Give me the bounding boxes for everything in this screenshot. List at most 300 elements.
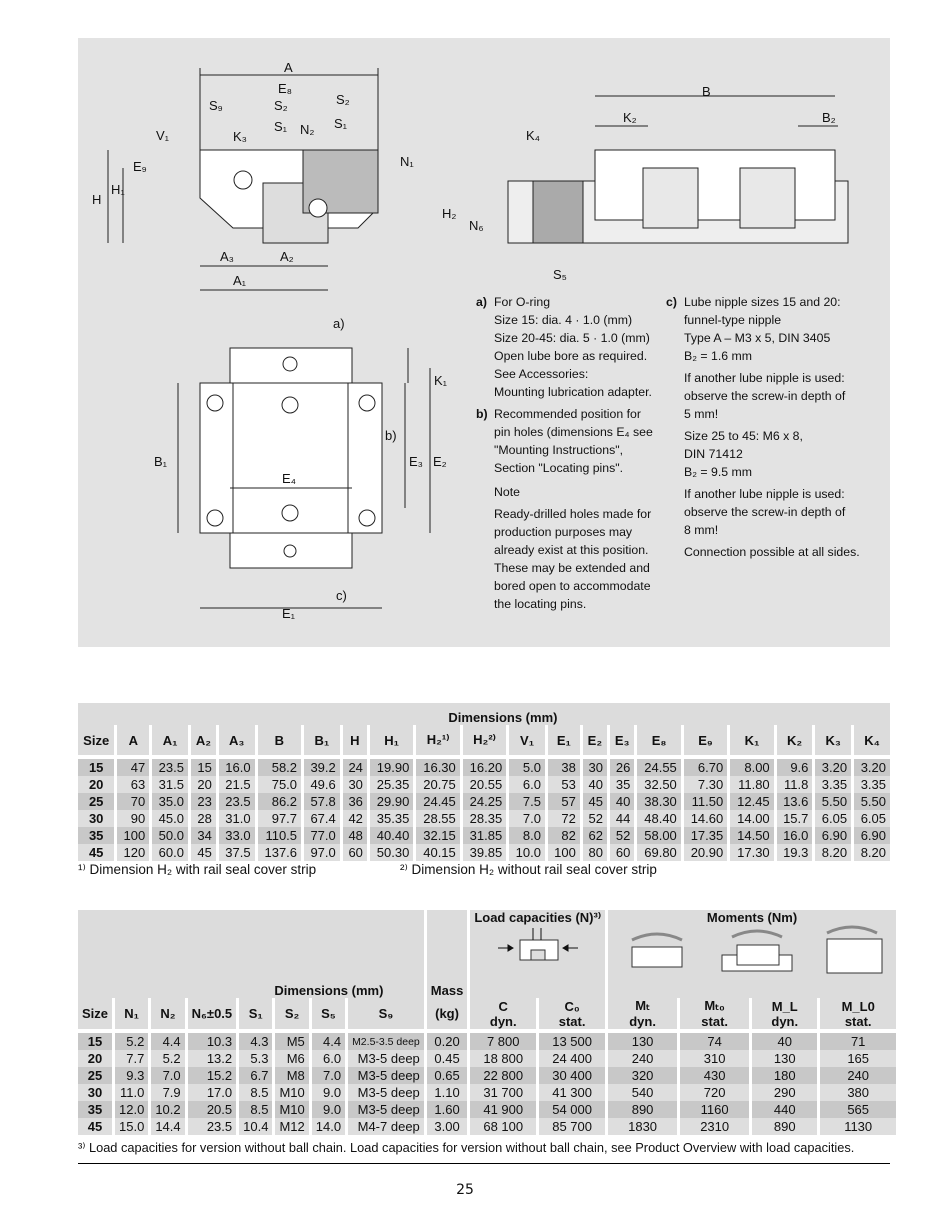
note-line: the locating pins. — [494, 597, 587, 611]
footnote-3: ³⁾ Load capacities for version without ball chain. Load capacities for version without ball chain, see Product Overview with load capacities. — [78, 1140, 855, 1155]
table-cell: 6.05 — [853, 810, 890, 827]
table-cell: 68 100 — [469, 1118, 538, 1135]
table-cell: 10.4 — [238, 1118, 274, 1135]
note-line: If another lube nipple is used: — [684, 487, 845, 501]
table-cell: 36 — [341, 793, 368, 810]
table-cell: 41 900 — [469, 1101, 538, 1118]
table-cell: 440 — [751, 1101, 819, 1118]
table-cell: 10.3 — [186, 1031, 238, 1050]
table-cell: 14.4 — [150, 1118, 186, 1135]
column-header — [679, 998, 751, 1031]
table-cell: 40.40 — [368, 827, 414, 844]
note-title: Note — [494, 485, 520, 499]
dim-label: A — [284, 60, 293, 75]
table-row — [78, 844, 890, 861]
table-cell: 77.0 — [303, 827, 342, 844]
table-cell: 7 800 — [469, 1031, 538, 1050]
table-cell: 0.20 — [425, 1031, 469, 1050]
dim-label: E₃ — [409, 454, 423, 469]
table-cell: 35.35 — [368, 810, 414, 827]
table-cell: 18 800 — [469, 1050, 538, 1067]
table-cell: 40.15 — [415, 844, 461, 861]
table-cell: 97.0 — [303, 844, 342, 861]
dim-label: S₂ — [336, 92, 350, 107]
table-cell: 16.0 — [217, 757, 256, 776]
note-line: For O-ring — [494, 295, 551, 309]
dim-label: E₁ — [282, 606, 296, 621]
dim-label: E₉ — [133, 159, 147, 174]
table-row — [78, 1101, 896, 1118]
table-cell: 310 — [679, 1050, 751, 1067]
table-cell: 30 — [581, 757, 608, 776]
table-cell: 8.20 — [814, 844, 853, 861]
table-cell: 320 — [607, 1067, 679, 1084]
column-header: S₁ — [238, 998, 274, 1031]
column-header: E₂ — [581, 725, 608, 757]
group-header-row — [78, 703, 890, 725]
dim-label: B₂ — [822, 110, 836, 125]
table-cell: 62 — [581, 827, 608, 844]
footnote-2: ²⁾ Dimension H₂ without rail seal cover strip — [400, 862, 657, 877]
table-cell: 4.4 — [150, 1031, 186, 1050]
dim-label: H — [92, 192, 102, 207]
column-header — [607, 998, 679, 1031]
header-row — [78, 725, 890, 757]
table-cell: 6.90 — [814, 827, 853, 844]
note-b — [476, 405, 661, 613]
note-line: Size 25 to 45: M6 x 8, — [684, 429, 803, 443]
table-cell: 5.3 — [238, 1050, 274, 1067]
page-number: 25 — [456, 1182, 474, 1198]
table-row — [78, 1031, 896, 1050]
load-title-text: Load capacities (N)³⁾ — [474, 910, 602, 925]
table-cell: 9.6 — [775, 757, 814, 776]
dim-label: B₁ — [154, 454, 168, 469]
note-line: Connection possible at all sides. — [684, 545, 860, 559]
table-cell: 22 800 — [469, 1067, 538, 1084]
note-line: Size 20-45: dia. 5 · 1.0 (mm) — [494, 331, 650, 345]
note-line: 5 mm! — [684, 407, 719, 421]
footnote-1: ¹⁾ Dimension H₂ with rail seal cover strip — [78, 862, 317, 877]
table-cell: 17.30 — [729, 844, 775, 861]
note-line: Ready-drilled holes made for — [494, 507, 652, 521]
size-cell: 25 — [78, 1067, 114, 1084]
table-cell: 6.05 — [814, 810, 853, 827]
table-cell: 23 — [189, 793, 217, 810]
note-line: Section "Locating pins". — [494, 461, 624, 475]
column-type: dyn. — [489, 1013, 517, 1029]
table-row — [78, 1118, 896, 1135]
dim-label: V₁ — [156, 128, 170, 143]
table-cell: 890 — [751, 1118, 819, 1135]
dim-label: S₁ — [274, 119, 288, 134]
table-cell: 34 — [189, 827, 217, 844]
callout-b: b) — [385, 428, 397, 443]
table-cell: 14.50 — [729, 827, 775, 844]
table-cell: 15.2 — [186, 1067, 238, 1084]
note-key: c) — [666, 295, 677, 309]
divider — [78, 1163, 890, 1164]
column-header: E₁ — [546, 725, 581, 757]
table-cell: 57 — [546, 793, 581, 810]
column-header: S₉ — [347, 998, 426, 1031]
table-cell: 7.9 — [150, 1084, 186, 1101]
table-cell: 20.75 — [415, 776, 461, 793]
dims-group-title: Dimensions (mm) — [78, 910, 425, 998]
note-line: Open lube bore as required. — [494, 349, 648, 363]
table-cell: 58.2 — [256, 757, 302, 776]
moments-title-text: Moments (Nm) — [706, 910, 798, 925]
side-view-drawing — [508, 96, 848, 243]
table-cell: 20.90 — [682, 844, 728, 861]
table-row — [78, 1084, 896, 1101]
column-header — [538, 998, 607, 1031]
note-line: production purposes may — [494, 525, 633, 539]
note-line: already exist at this position. — [494, 543, 649, 557]
table-cell: 20.55 — [461, 776, 507, 793]
table-cell: 86.2 — [256, 793, 302, 810]
table-cell: 31.5 — [151, 776, 190, 793]
table-cell: 54 000 — [538, 1101, 607, 1118]
column-header: H₂²⁾ — [461, 725, 507, 757]
column-header: H₁ — [368, 725, 414, 757]
size-cell: 35 — [78, 1101, 114, 1118]
table-cell: 12.45 — [729, 793, 775, 810]
table-cell: 13.6 — [775, 793, 814, 810]
table-cell: 45.0 — [151, 810, 190, 827]
table-cell: 85 700 — [538, 1118, 607, 1135]
table-cell: 26 — [608, 757, 635, 776]
table-cell: 74 — [679, 1031, 751, 1050]
column-header: K₄ — [853, 725, 890, 757]
table-cell: 6.0 — [310, 1050, 346, 1067]
table-cell: 100 — [546, 844, 581, 861]
size-cell: 45 — [78, 844, 116, 861]
table-cell: 5.0 — [508, 757, 547, 776]
table-cell: 70 — [116, 793, 151, 810]
table-cell: 19.90 — [368, 757, 414, 776]
column-header — [469, 998, 538, 1031]
group-spacer — [78, 703, 116, 725]
dim-label: N₆ — [469, 218, 484, 233]
column-type: stat. — [844, 1013, 872, 1029]
table-cell: 10.2 — [150, 1101, 186, 1118]
table-cell: 57.8 — [303, 793, 342, 810]
table-cell: 7.0 — [508, 810, 547, 827]
dim-label: E₂ — [433, 454, 447, 469]
size-cell: 25 — [78, 793, 116, 810]
table-cell: 15 — [189, 757, 217, 776]
dim-label: A₃ — [220, 249, 234, 264]
table-cell: 32.15 — [415, 827, 461, 844]
column-header: H — [341, 725, 368, 757]
table-cell: 137.6 — [256, 844, 302, 861]
column-header: S₂ — [274, 998, 310, 1031]
table-cell: 8.0 — [508, 827, 547, 844]
table-cell: 72 — [546, 810, 581, 827]
table-cell: 3.20 — [853, 757, 890, 776]
table-cell: 17.0 — [186, 1084, 238, 1101]
note-line: See Accessories: — [494, 367, 589, 381]
table-cell: 240 — [819, 1067, 896, 1084]
column-type: dyn. — [629, 1014, 656, 1029]
table-cell: 6.90 — [853, 827, 890, 844]
table-cell: 1160 — [679, 1101, 751, 1118]
table-cell: 8.00 — [729, 757, 775, 776]
table-cell: 69.80 — [636, 844, 682, 861]
dim-label: K₂ — [623, 110, 637, 125]
note-line: observe the screw-in depth of — [684, 389, 846, 403]
table-cell: 290 — [751, 1084, 819, 1101]
column-symbol: C₀ — [564, 998, 580, 1014]
table-cell: M4-7 deep — [347, 1118, 426, 1135]
table-cell: 4.3 — [238, 1031, 274, 1050]
table-cell: 180 — [751, 1067, 819, 1084]
size-cell: 15 — [78, 757, 116, 776]
table-cell: 23.5 — [186, 1118, 238, 1135]
table-cell: 130 — [607, 1031, 679, 1050]
note-line: If another lube nipple is used: — [684, 371, 845, 385]
column-header: K₁ — [729, 725, 775, 757]
table-row — [78, 776, 890, 793]
table-cell: 565 — [819, 1101, 896, 1118]
table-cell: 1.60 — [425, 1101, 469, 1118]
table-cell: 13 500 — [538, 1031, 607, 1050]
dim-label: E₈ — [278, 81, 293, 96]
table-cell: 37.5 — [217, 844, 256, 861]
table-cell: 9.0 — [310, 1101, 346, 1118]
table-cell: 23.5 — [151, 757, 190, 776]
table-cell: 28.55 — [415, 810, 461, 827]
table-row — [78, 793, 890, 810]
table-cell: 1130 — [819, 1118, 896, 1135]
table-cell: 5.2 — [114, 1031, 150, 1050]
table-cell: 540 — [607, 1084, 679, 1101]
dim-label: A₁ — [233, 273, 247, 288]
dim-label: B — [702, 84, 711, 99]
table-cell: 48.40 — [636, 810, 682, 827]
table-cell: 60.0 — [151, 844, 190, 861]
size-cell: 20 — [78, 1050, 114, 1067]
table-cell: 28.35 — [461, 810, 507, 827]
table-cell: 10.0 — [508, 844, 547, 861]
note-line: bored open to accommodate — [494, 579, 651, 593]
dim-label: H₁ — [111, 182, 125, 197]
table-cell: 45 — [581, 793, 608, 810]
note-line: Recommended position for — [494, 407, 641, 421]
note-line: Type A – M3 x 5, DIN 3405 — [684, 331, 831, 345]
table-cell: 11.80 — [729, 776, 775, 793]
table-cell: 8.20 — [853, 844, 890, 861]
table-cell: 7.0 — [310, 1067, 346, 1084]
column-header: B₁ — [303, 725, 342, 757]
table-cell: 16.30 — [415, 757, 461, 776]
table-cell: 67.4 — [303, 810, 342, 827]
note-line: pin holes (dimensions E₄ see — [494, 425, 653, 439]
column-symbol: Mₜ₀ — [704, 998, 725, 1013]
table-cell: 35 — [608, 776, 635, 793]
table-cell: 8.5 — [238, 1101, 274, 1118]
table-cell: 240 — [607, 1050, 679, 1067]
table-cell: 6.0 — [508, 776, 547, 793]
table-cell: 7.0 — [150, 1067, 186, 1084]
table-row — [78, 810, 890, 827]
table-cell: M12 — [274, 1118, 310, 1135]
dim-label: E₄ — [282, 471, 296, 486]
table-cell: 13.2 — [186, 1050, 238, 1067]
table-cell: 47 — [116, 757, 151, 776]
table-cell: 19.3 — [775, 844, 814, 861]
column-header: N₁ — [114, 998, 150, 1031]
table-cell: M10 — [274, 1101, 310, 1118]
notes-left — [476, 293, 661, 617]
table-cell: 4.4 — [310, 1031, 346, 1050]
table-cell: 50.0 — [151, 827, 190, 844]
column-type: stat. — [558, 1013, 586, 1029]
table-cell: 3.20 — [814, 757, 853, 776]
column-header: E₉ — [682, 725, 728, 757]
table-cell: 5.50 — [814, 793, 853, 810]
table-cell: M3-5 deep — [347, 1067, 426, 1084]
table-cell: 14.0 — [310, 1118, 346, 1135]
table-cell: 7.7 — [114, 1050, 150, 1067]
table-cell: M8 — [274, 1067, 310, 1084]
table-cell: M3-5 deep — [347, 1101, 426, 1118]
column-header: N₆±0.5 — [186, 998, 238, 1031]
table-cell: 39.2 — [303, 757, 342, 776]
moments-title — [607, 910, 897, 998]
table-cell: M3-5 deep — [347, 1050, 426, 1067]
table-cell: 20.5 — [186, 1101, 238, 1118]
table-cell: 120 — [116, 844, 151, 861]
table-cell: 58.00 — [636, 827, 682, 844]
table-cell: M3-5 deep — [347, 1084, 426, 1101]
column-header — [751, 998, 819, 1031]
table-cell: M10 — [274, 1084, 310, 1101]
dim-label: N₂ — [300, 122, 315, 137]
table-cell: 14.60 — [682, 810, 728, 827]
table-cell: 9.3 — [114, 1067, 150, 1084]
dim-label: H₂ — [442, 206, 457, 221]
table-cell: 60 — [341, 844, 368, 861]
table-cell: 24 — [341, 757, 368, 776]
table-cell: 16.0 — [775, 827, 814, 844]
column-header: V₁ — [508, 725, 547, 757]
drawing-panel — [78, 38, 890, 647]
moment-direction-icons — [612, 925, 892, 975]
dim-label: S₅ — [553, 267, 567, 282]
column-symbol: M_L — [771, 998, 798, 1014]
table-cell: 24 400 — [538, 1050, 607, 1067]
note-key: a) — [476, 295, 487, 309]
table-cell: 430 — [679, 1067, 751, 1084]
table-cell: 21.5 — [217, 776, 256, 793]
dim-label: K₁ — [434, 373, 448, 388]
table-cell: 40 — [751, 1031, 819, 1050]
table-cell: 7.30 — [682, 776, 728, 793]
table-cell: 30 400 — [538, 1067, 607, 1084]
table-cell: 75.0 — [256, 776, 302, 793]
table-cell: 24.55 — [636, 757, 682, 776]
table-cell: 42 — [341, 810, 368, 827]
table-cell: 45 — [189, 844, 217, 861]
column-header: A₁ — [151, 725, 190, 757]
table-cell: 0.45 — [425, 1050, 469, 1067]
column-header: Size — [78, 998, 114, 1031]
table-cell: 53 — [546, 776, 581, 793]
table-cell: 3.00 — [425, 1118, 469, 1135]
table-cell: 16.20 — [461, 757, 507, 776]
table-cell: 39.85 — [461, 844, 507, 861]
column-header: (kg) — [425, 998, 469, 1031]
group-header-row — [78, 910, 896, 998]
table-cell: 25.35 — [368, 776, 414, 793]
table-cell: 40 — [608, 793, 635, 810]
note-c — [666, 293, 866, 565]
note-line: Size 15: dia. 4 · 1.0 (mm) — [494, 313, 633, 327]
dim-label: A₂ — [280, 249, 294, 264]
table-cell: 31.85 — [461, 827, 507, 844]
table-cell: 50.30 — [368, 844, 414, 861]
dim-label: K₄ — [526, 128, 540, 143]
table-cell: 11.0 — [114, 1084, 150, 1101]
note-line: B₂ = 1.6 mm — [684, 349, 752, 363]
top-view-drawing — [178, 348, 430, 608]
table-cell: 11.50 — [682, 793, 728, 810]
table-cell: 15.0 — [114, 1118, 150, 1135]
size-cell: 35 — [78, 827, 116, 844]
table-cell: 3.35 — [814, 776, 853, 793]
mass-title: Mass — [425, 910, 469, 998]
dim-label: S₉ — [209, 98, 223, 113]
column-header: K₃ — [814, 725, 853, 757]
table-cell: 890 — [607, 1101, 679, 1118]
table-cell: 41 300 — [538, 1084, 607, 1101]
table-cell: 720 — [679, 1084, 751, 1101]
table-cell: 15.7 — [775, 810, 814, 827]
column-header — [819, 998, 896, 1031]
column-symbol: C — [498, 998, 508, 1014]
table-row — [78, 827, 890, 844]
table-cell: 8.5 — [238, 1084, 274, 1101]
table-cell: 28 — [189, 810, 217, 827]
column-header: H₂¹⁾ — [415, 725, 461, 757]
table-cell: 12.0 — [114, 1101, 150, 1118]
table-cell: 7.5 — [508, 793, 547, 810]
load-direction-icon — [493, 926, 583, 966]
size-cell: 30 — [78, 810, 116, 827]
table-cell: 5.50 — [853, 793, 890, 810]
size-cell: 15 — [78, 1031, 114, 1050]
note-line: 8 mm! — [684, 523, 719, 537]
note-line: funnel-type nipple — [684, 313, 782, 327]
table-cell: 31 700 — [469, 1084, 538, 1101]
column-header: Size — [78, 725, 116, 757]
table-cell: 38 — [546, 757, 581, 776]
table-cell: 0.65 — [425, 1067, 469, 1084]
load-capacities-title — [469, 910, 607, 998]
header-row — [78, 998, 896, 1031]
table-cell: 130 — [751, 1050, 819, 1067]
callout-a: a) — [333, 316, 345, 331]
column-header: S₅ — [310, 998, 346, 1031]
table-cell: M5 — [274, 1031, 310, 1050]
note-line: Mounting lubrication adapter. — [494, 385, 652, 399]
table-cell: M2.5-3.5 deep — [347, 1031, 426, 1050]
dimensions-table — [78, 703, 890, 861]
dim-label: S₁ — [334, 116, 348, 131]
note-line: B₂ = 9.5 mm — [684, 465, 752, 479]
